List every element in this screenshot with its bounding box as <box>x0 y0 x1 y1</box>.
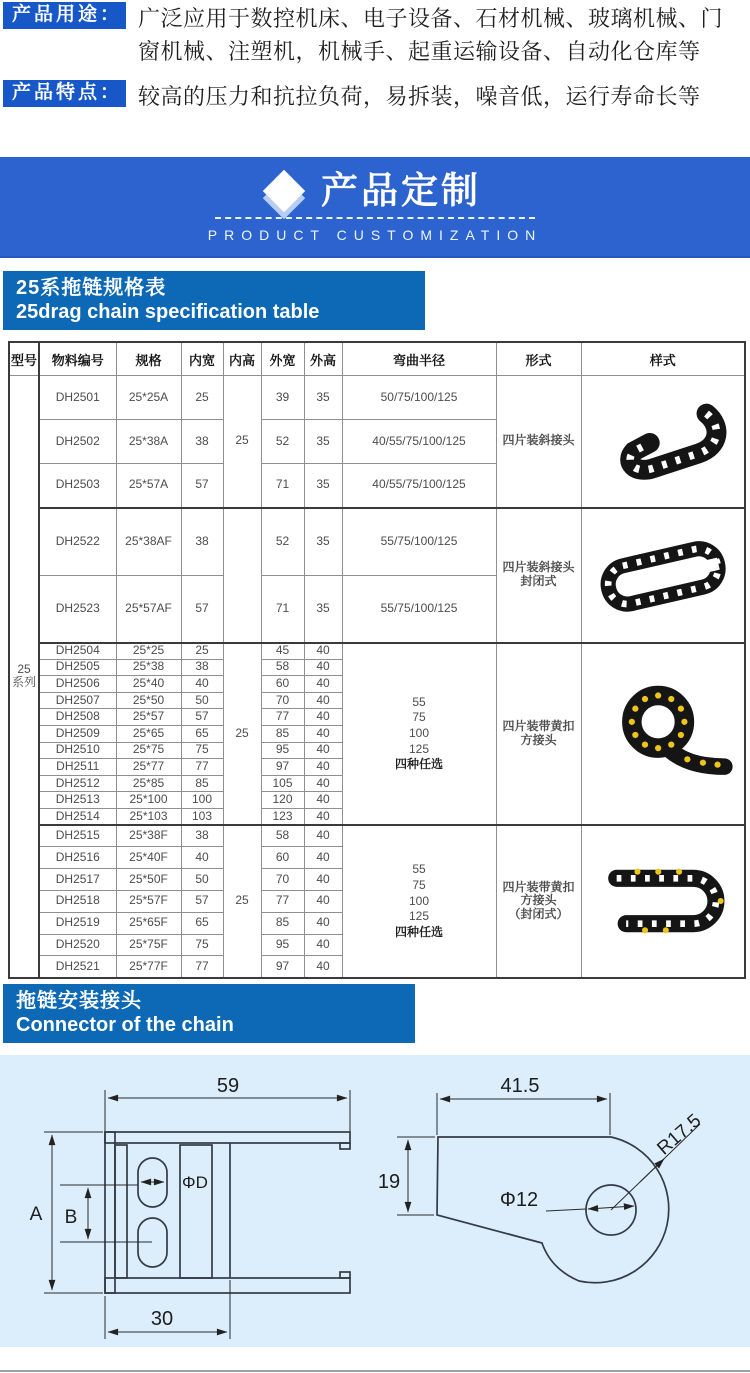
cell-outer-width: 85 <box>261 912 304 934</box>
table-row <box>9 376 745 420</box>
cell-outer-width: 52 <box>261 420 304 464</box>
banner-dashed-divider <box>215 217 535 219</box>
cell-inner-width: 103 <box>181 808 223 825</box>
cell-bend-radius: 55 75 100 125 四种任选 <box>342 825 496 978</box>
cell-bend-radius: 55/75/100/125 <box>342 508 496 576</box>
customization-banner <box>0 157 750 258</box>
cell-code: DH2503 <box>39 464 116 508</box>
dim-phi-d: ΦD <box>182 1173 208 1192</box>
cell-code: DH2510 <box>39 742 116 759</box>
usage-text-line1: 广泛应用于数控机床、电子设备、石材机械、玻璃机械、门 <box>138 6 724 31</box>
cell-spec: 25*25A <box>116 376 181 420</box>
connector-drawing-panel <box>0 1055 750 1347</box>
connector-section-title <box>3 984 415 1043</box>
spec-section-title <box>3 271 425 330</box>
cell-model-series: 25 系列 <box>9 376 39 978</box>
cell-inner-width: 77 <box>181 759 223 776</box>
cell-code: DH2514 <box>39 808 116 825</box>
cell-spec: 25*40 <box>116 676 181 693</box>
cell-spec: 25*65F <box>116 912 181 934</box>
cell-inner-width: 65 <box>181 725 223 742</box>
cell-inner-width: 75 <box>181 934 223 956</box>
cell-inner-width: 38 <box>181 659 223 676</box>
cell-bend-radius: 50/75/100/125 <box>342 376 496 420</box>
cell-outer-width: 120 <box>261 792 304 809</box>
cell-inner-height: 25 <box>223 643 261 826</box>
col-header-material-code: 物料编号 <box>39 342 116 376</box>
product-features-text: 较高的压力和抗拉负荷，易拆装，噪音低，运行寿命长等 <box>138 84 701 109</box>
table-header-row <box>9 342 745 376</box>
cell-inner-width: 57 <box>181 709 223 726</box>
cell-spec: 25*65 <box>116 725 181 742</box>
cell-bend-radius: 40/55/75/100/125 <box>342 464 496 508</box>
cell-inner-width: 25 <box>181 376 223 420</box>
cell-outer-width: 39 <box>261 376 304 420</box>
cell-outer-width: 97 <box>261 759 304 776</box>
cell-outer-height: 40 <box>304 912 342 934</box>
cell-code: DH2504 <box>39 643 116 660</box>
chain-coil-icon <box>582 678 745 790</box>
cell-outer-width: 95 <box>261 934 304 956</box>
cell-spec: 25*75F <box>116 934 181 956</box>
cell-code: DH2515 <box>39 825 116 847</box>
cell-outer-width: 95 <box>261 742 304 759</box>
cell-spec: 25*75 <box>116 742 181 759</box>
cell-code: DH2511 <box>39 759 116 776</box>
cell-inner-width: 57 <box>181 464 223 508</box>
cell-spec: 25*50F <box>116 869 181 891</box>
connector-drawings <box>0 1055 750 1347</box>
cell-outer-height: 40 <box>304 808 342 825</box>
cell-outer-height: 35 <box>304 575 342 643</box>
product-features-label: 产品特点： <box>3 80 126 107</box>
cell-form: 四片装带黄扣 方接头 （封闭式） <box>496 825 581 978</box>
cell-outer-width: 52 <box>261 508 304 576</box>
cell-code: DH2506 <box>39 676 116 693</box>
cell-inner-width: 40 <box>181 847 223 869</box>
cell-outer-height: 35 <box>304 464 342 508</box>
col-header-model: 型号 <box>9 342 39 376</box>
cell-form: 四片装斜接头 封闭式 <box>496 508 581 643</box>
cell-code: DH2519 <box>39 912 116 934</box>
cell-code: DH2501 <box>39 376 116 420</box>
cell-inner-width: 85 <box>181 775 223 792</box>
table-row <box>9 825 745 847</box>
cell-inner-width: 100 <box>181 792 223 809</box>
col-header-style: 样式 <box>581 342 745 376</box>
cell-outer-height: 40 <box>304 709 342 726</box>
cell-outer-width: 60 <box>261 847 304 869</box>
col-header-bend-radius: 弯曲半径 <box>342 342 496 376</box>
cell-outer-width: 60 <box>261 676 304 693</box>
cell-outer-height: 35 <box>304 420 342 464</box>
cell-inner-width: 25 <box>181 643 223 660</box>
cell-code: DH2522 <box>39 508 116 576</box>
dim-19: 19 <box>377 1171 401 1193</box>
cell-spec: 25*100 <box>116 792 181 809</box>
cell-outer-height: 35 <box>304 376 342 420</box>
spec-title-zh: 25系拖链规格表 <box>16 277 167 299</box>
cell-code: DH2517 <box>39 869 116 891</box>
cell-code: DH2516 <box>39 847 116 869</box>
dim-b: B <box>64 1207 78 1228</box>
dim-59: 59 <box>216 1075 240 1097</box>
table-row <box>9 643 745 660</box>
cell-outer-height: 40 <box>304 692 342 709</box>
cell-code: DH2507 <box>39 692 116 709</box>
cell-outer-width: 71 <box>261 575 304 643</box>
cell-form: 四片装带黄扣 方接头 <box>496 643 581 826</box>
dim-r17-5: R17.5 <box>653 1110 706 1160</box>
cell-spec: 25*57AF <box>116 575 181 643</box>
cell-inner-width: 50 <box>181 869 223 891</box>
cell-outer-height: 40 <box>304 643 342 660</box>
chain-closed-icon <box>582 523 745 627</box>
cell-outer-width: 77 <box>261 890 304 912</box>
banner-title: 产品定制 <box>321 170 481 211</box>
cell-code: DH2505 <box>39 659 116 676</box>
cell-code: DH2518 <box>39 890 116 912</box>
cell-spec: 25*103 <box>116 808 181 825</box>
cell-outer-width: 45 <box>261 643 304 660</box>
cell-outer-width: 77 <box>261 709 304 726</box>
cell-code: DH2508 <box>39 709 116 726</box>
cell-code: DH2521 <box>39 956 116 978</box>
cell-code: DH2512 <box>39 775 116 792</box>
cell-spec: 25*57 <box>116 709 181 726</box>
cell-outer-height: 40 <box>304 659 342 676</box>
col-header-inner-width: 内宽 <box>181 342 223 376</box>
connector-title-zh: 拖链安装接头 <box>16 990 142 1012</box>
chain-double-icon <box>582 849 745 953</box>
dim-30: 30 <box>150 1308 174 1330</box>
col-header-form: 形式 <box>496 342 581 376</box>
cell-outer-width: 70 <box>261 692 304 709</box>
cell-outer-height: 40 <box>304 934 342 956</box>
usage-text-line2: 窗机械、注塑机，机械手、起重运输设备、自动化仓库等 <box>138 39 701 64</box>
cell-inner-width: 65 <box>181 912 223 934</box>
cell-spec: 25*77F <box>116 956 181 978</box>
cell-spec: 25*77 <box>116 759 181 776</box>
cell-inner-width: 50 <box>181 692 223 709</box>
connector-title-en: Connector of the chain <box>16 1014 234 1036</box>
cell-code: DH2502 <box>39 420 116 464</box>
left-bracket-drawing <box>30 1075 350 1339</box>
dim-41-5: 41.5 <box>500 1075 540 1097</box>
cell-spec: 25*38 <box>116 659 181 676</box>
cell-bend-radius: 40/55/75/100/125 <box>342 420 496 464</box>
cell-outer-height: 40 <box>304 725 342 742</box>
product-usage-label: 产品用途： <box>3 2 126 29</box>
cell-style-image <box>581 825 745 978</box>
cell-inner-width: 75 <box>181 742 223 759</box>
cell-form: 四片装斜接头 <box>496 376 581 508</box>
cell-spec: 25*38A <box>116 420 181 464</box>
cell-outer-height: 40 <box>304 869 342 891</box>
cell-outer-width: 97 <box>261 956 304 978</box>
banner-subtitle: PRODUCT CUSTOMIZATION <box>207 227 543 243</box>
cell-spec: 25*85 <box>116 775 181 792</box>
cell-inner-width: 57 <box>181 575 223 643</box>
cell-code: DH2509 <box>39 725 116 742</box>
col-header-outer-width: 外宽 <box>261 342 304 376</box>
cell-spec: 25*57A <box>116 464 181 508</box>
spec-title-en: 25drag chain specification table <box>16 301 320 323</box>
cell-inner-width: 57 <box>181 890 223 912</box>
cell-spec: 25*50 <box>116 692 181 709</box>
cell-outer-height: 40 <box>304 676 342 693</box>
cell-code: DH2520 <box>39 934 116 956</box>
cell-outer-height: 40 <box>304 890 342 912</box>
cell-outer-height: 40 <box>304 847 342 869</box>
cell-bend-radius: 55 75 100 125 四种任选 <box>342 643 496 826</box>
cell-bend-radius: 55/75/100/125 <box>342 575 496 643</box>
table-row <box>9 508 745 576</box>
cell-outer-width: 58 <box>261 825 304 847</box>
cell-style-image <box>581 508 745 643</box>
intro-section <box>3 2 747 113</box>
cell-inner-height <box>223 508 261 643</box>
cell-inner-width: 40 <box>181 676 223 693</box>
dim-phi-12: Φ12 <box>499 1189 539 1211</box>
cell-outer-width: 123 <box>261 808 304 825</box>
cell-outer-height: 40 <box>304 825 342 847</box>
diamond-icon <box>263 170 305 212</box>
cell-outer-width: 70 <box>261 869 304 891</box>
product-usage-text <box>138 2 723 68</box>
col-header-spec: 规格 <box>116 342 181 376</box>
cell-outer-width: 85 <box>261 725 304 742</box>
cell-spec: 25*57F <box>116 890 181 912</box>
cell-outer-height: 35 <box>304 508 342 576</box>
cell-outer-width: 71 <box>261 464 304 508</box>
cell-inner-height: 25 <box>223 825 261 978</box>
cell-outer-width: 105 <box>261 775 304 792</box>
cell-inner-width: 38 <box>181 420 223 464</box>
cell-inner-width: 38 <box>181 508 223 576</box>
chain-open-icon <box>582 389 745 493</box>
cell-spec: 25*38F <box>116 825 181 847</box>
cell-code: DH2513 <box>39 792 116 809</box>
bottom-divider <box>0 1370 750 1372</box>
cell-code: DH2523 <box>39 575 116 643</box>
col-header-inner-height: 内高 <box>223 342 261 376</box>
cell-outer-width: 58 <box>261 659 304 676</box>
cell-outer-height: 40 <box>304 956 342 978</box>
features-row <box>3 80 747 113</box>
cell-spec: 25*40F <box>116 847 181 869</box>
cell-style-image <box>581 376 745 508</box>
cell-inner-height: 25 <box>223 376 261 508</box>
cell-outer-height: 40 <box>304 775 342 792</box>
spec-table <box>8 341 746 979</box>
cell-outer-height: 40 <box>304 792 342 809</box>
dim-a: A <box>29 1204 43 1225</box>
cell-outer-height: 40 <box>304 759 342 776</box>
cell-spec: 25*25 <box>116 643 181 660</box>
cell-style-image <box>581 643 745 826</box>
right-connector-drawing <box>378 1075 706 1283</box>
cell-outer-height: 40 <box>304 742 342 759</box>
cell-inner-width: 38 <box>181 825 223 847</box>
cell-spec: 25*38AF <box>116 508 181 576</box>
usage-row <box>3 2 747 68</box>
col-header-outer-height: 外高 <box>304 342 342 376</box>
cell-inner-width: 77 <box>181 956 223 978</box>
